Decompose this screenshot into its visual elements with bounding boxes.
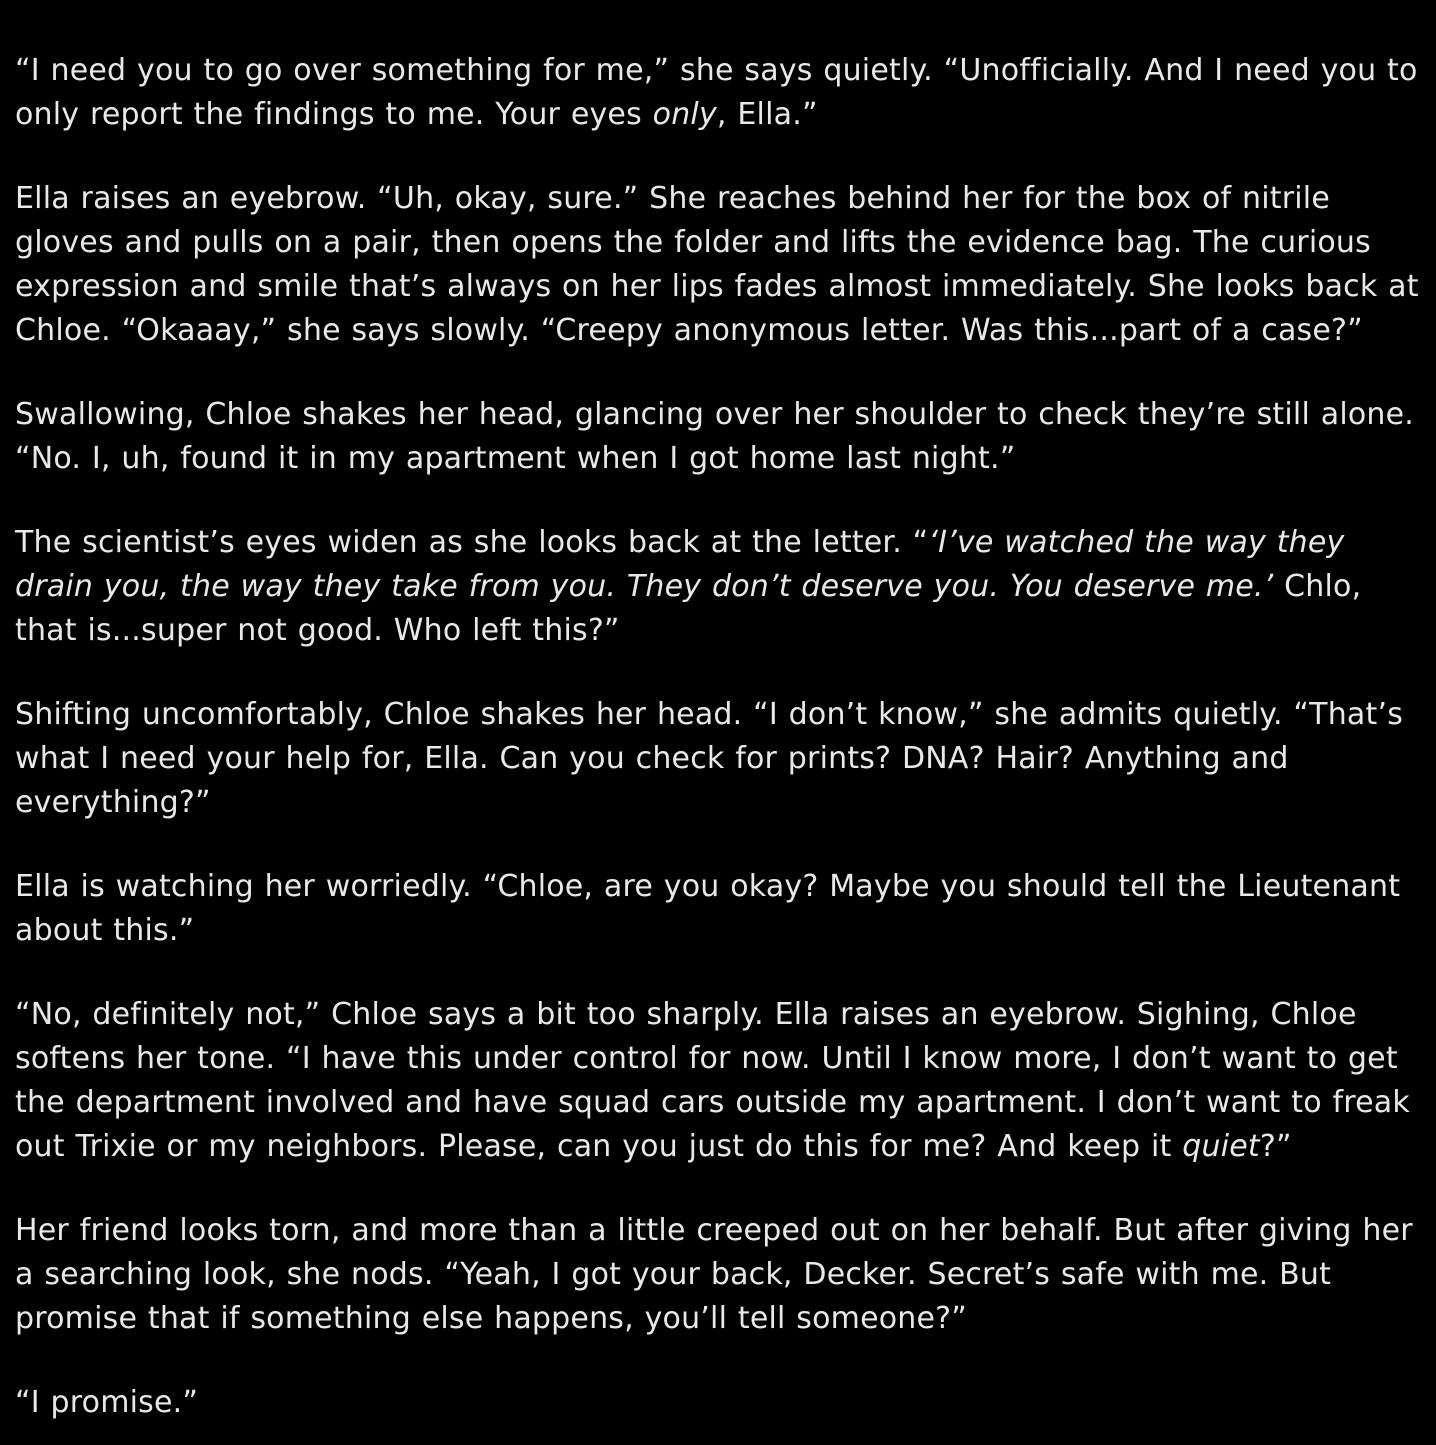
text-run: ?” [1259, 1129, 1292, 1164]
text-run: Shifting uncomfortably, Chloe shakes her head. “I don’t know,” she admits quietly. “That’s what I need your help for, Ella. Can you check for prints? DNA? Hair? Anything and everything?” [15, 697, 1404, 820]
story-paragraph [15, 993, 1421, 1169]
story-text [15, 49, 1421, 1425]
story-paragraph [15, 177, 1421, 353]
text-run: Chlo, that is...super not good. Who left this?” [15, 569, 1362, 648]
story-paragraph [15, 1209, 1421, 1341]
story-paragraph [15, 693, 1421, 825]
text-run: “I promise.” [15, 1385, 199, 1420]
story-paragraph [15, 1381, 1421, 1425]
text-run-italic: only [652, 97, 717, 132]
text-run: Her friend looks torn, and more than a little creeped out on her behalf. But after giving her a searching look, she nods. “Yeah, I got your back, Decker. Secret’s safe with me. But promise that if something else happens, you’ll tell someone?” [15, 1213, 1413, 1336]
story-paragraph [15, 49, 1421, 137]
text-run: Ella is watching her worriedly. “Chloe, are you okay? Maybe you should tell the Lieutenant about this.” [15, 869, 1401, 948]
text-run: Swallowing, Chloe shakes her head, glancing over her shoulder to check they’re still alone. “No. I, uh, found it in my apartment when I got home last night.” [15, 397, 1415, 476]
text-run-italic: ‘I’ve watched the way they drain you, the way they take from you. They don’t deserve you. You deserve me.’ [15, 525, 1345, 604]
text-run: “I need you to go over something for me,” she says quietly. “Unofficially. And I need you to only report the findings to me. Your eyes [15, 53, 1418, 132]
story-paragraph [15, 865, 1421, 953]
story-paragraph [15, 521, 1421, 653]
story-paragraph [15, 393, 1421, 481]
text-run: , Ella.” [716, 97, 818, 132]
text-run: Ella raises an eyebrow. “Uh, okay, sure.” She reaches behind her for the box of nitrile gloves and pulls on a pair, then opens the folder and lifts the evidence bag. The curious expression and smile that’s always on her lips fades almost immediately. She looks back at Chloe. “Okaaay,” she says slowly. “Creepy anonymous letter. Was this...part of a case?” [15, 181, 1419, 348]
text-run: “No, definitely not,” Chloe says a bit too sharply. Ella raises an eyebrow. Sighing, Chloe softens her tone. “I have this under control for now. Until I know more, I don’t want to get the department involved and have squad cars outside my apartment. I don’t want to freak out Trixie or my neighbors. Please, can you just do this for me? And keep it [15, 997, 1410, 1164]
text-run-italic: quiet [1182, 1129, 1260, 1164]
text-run: The scientist’s eyes widen as she looks back at the letter. “ [15, 525, 929, 560]
